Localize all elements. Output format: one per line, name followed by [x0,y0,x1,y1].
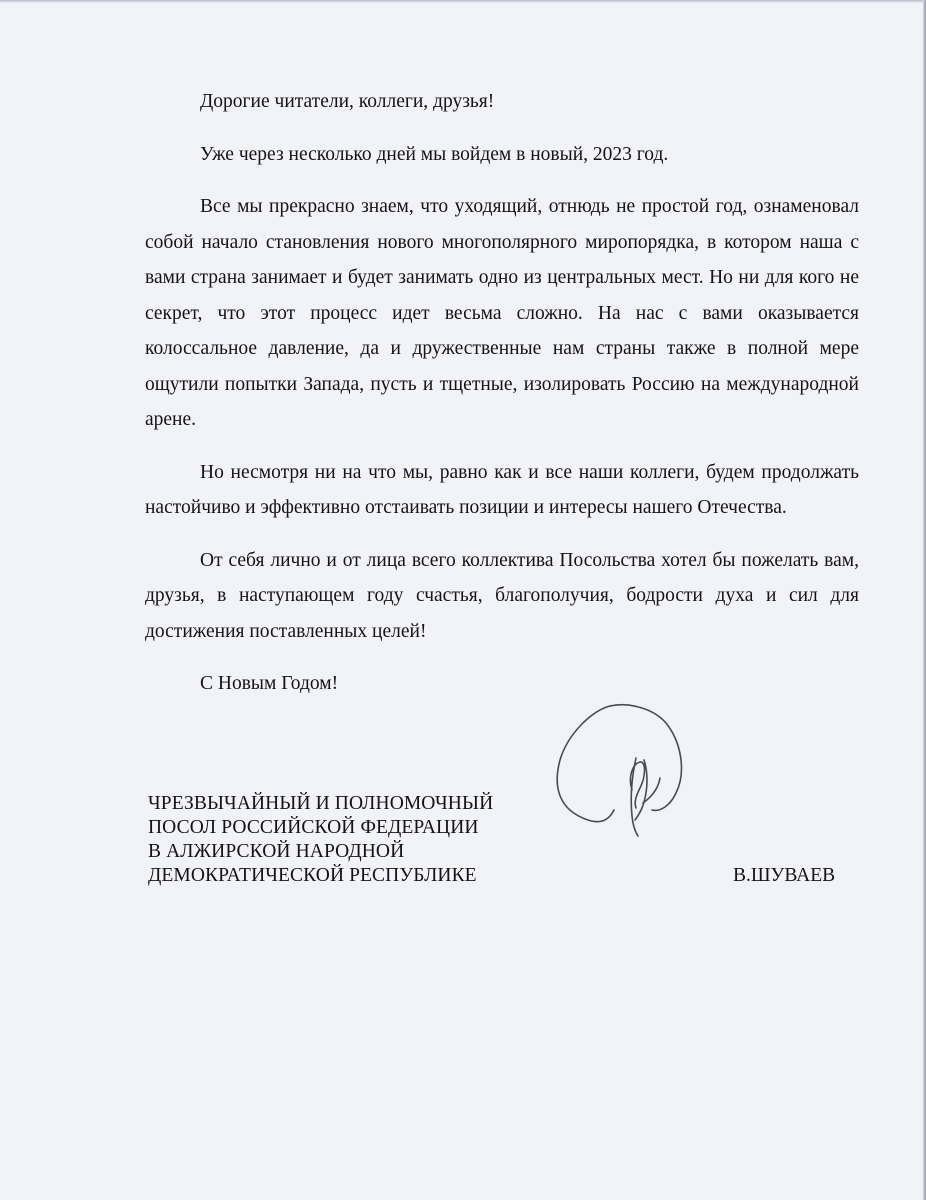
signature-stem-stroke [630,758,647,836]
signature-loop-stroke [557,706,614,822]
handwritten-signature [548,698,698,848]
page-top-edge [0,0,926,3]
ambassador-title [148,792,493,888]
letter-body [145,84,859,702]
letter-paragraph: От себя лично и от лица всего коллектива Посольства хотел бы пожелать вам, друзья, в наступающем году счастья, благополучия, бодрости духа и сил для достижения поставленных целей! [145,549,859,642]
title-line: ЧРЕЗВЫЧАЙНЫЙ И ПОЛНОМОЧНЫЙ [148,793,494,814]
title-line: ПОСОЛ РОССИЙСКОЙ ФЕДЕРАЦИИ [148,817,479,838]
letter-paragraph: Но несмотря ни на что мы, равно как и все наши коллеги, будем продолжать настойчиво и эффективно отстаивать позиции и интересы нашего Отечества. [145,461,859,518]
letter-paragraph: Уже через несколько дней мы войдем в новый, 2023 год. [200,143,669,165]
signer-name: В.ШУВАЕВ [733,865,836,886]
title-line: В АЛЖИРСКОЙ НАРОДНОЙ [148,841,405,862]
letter-paragraph: Все мы прекрасно знаем, что уходящий, отнюдь не простой год, ознаменовал собой начало становления нового многополярного миропорядка, в котором наша с вами страна занимает и будет занимать одно из центральных мест. Но ни для кого не секрет, что этот процесс идет весьма сложно. На нас с вами оказывается колоссальное давление, да и дружественные нам страны также в полной мере ощутили попытки Запада, пусть и тщетные, изолировать Россию на международной арене. [145,196,859,430]
letter-greeting: Дорогие читатели, коллеги, друзья! [200,91,495,112]
title-line: ДЕМОКРАТИЧЕСКОЙ РЕСПУБЛИКЕ [148,865,477,886]
letter-closing: С Новым Годом! [200,673,339,694]
